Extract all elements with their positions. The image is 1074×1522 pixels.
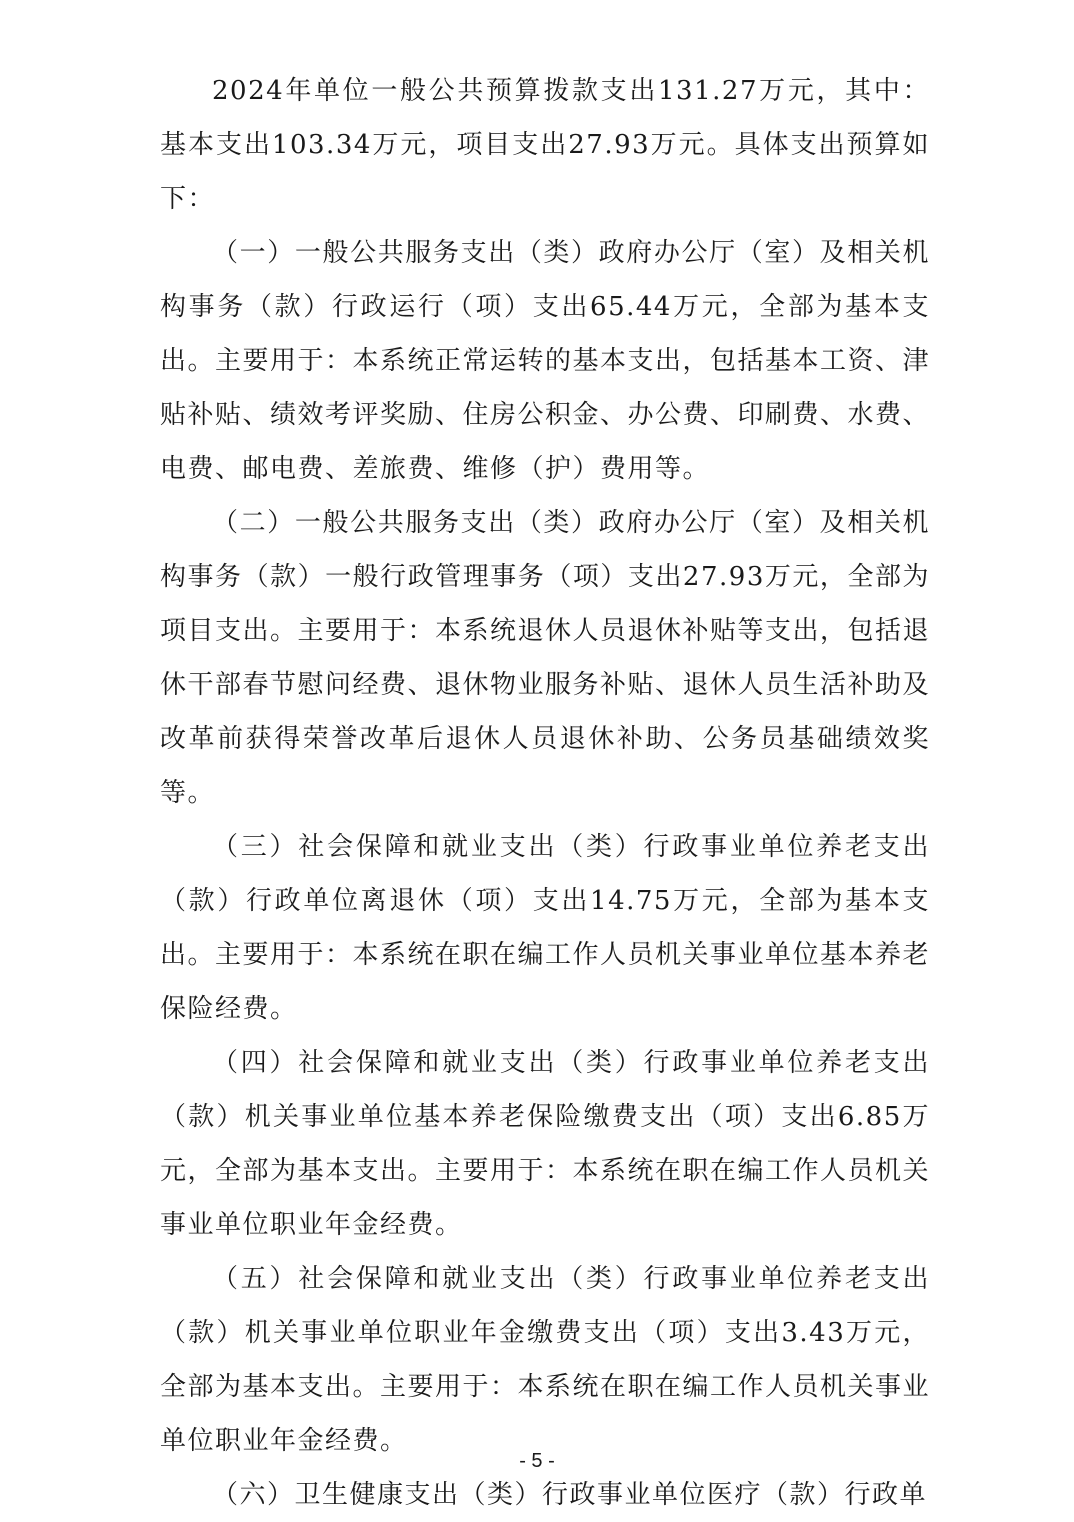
document-body: [160, 64, 930, 1522]
paragraph-item-6: （六）卫生健康支出（类）行政事业单位医疗（款）行政单: [212, 1480, 928, 1510]
paragraph-summary: 2024年单位一般公共预算拨款支出131.27万元，其中：基本支出103.34万元，项目支出27.93万元。具体支出预算如下：: [160, 76, 930, 214]
paragraph-item-4: （四）社会保障和就业支出（类）行政事业单位养老支出（款）机关事业单位基本养老保险缴费支出（项）支出6.85万元，全部为基本支出。主要用于：本系统在职在编工作人员机关事业单位职业年金经费。: [160, 1048, 931, 1240]
paragraph-item-5: （五）社会保障和就业支出（类）行政事业单位养老支出（款）机关事业单位职业年金缴费支出（项）支出3.43万元，全部为基本支出。主要用于：本系统在职在编工作人员机关事业单位职业年金经费。: [160, 1264, 931, 1456]
paragraph-item-3: （三）社会保障和就业支出（类）行政事业单位养老支出（款）行政单位离退休（项）支出14.75万元，全部为基本支出。主要用于：本系统在职在编工作人员机关事业单位基本养老保险经费。: [160, 832, 931, 1024]
paragraph-item-2: （二）一般公共服务支出（类）政府办公厅（室）及相关机构事务（款）一般行政管理事务（项）支出27.93万元，全部为项目支出。主要用于：本系统退休人员退休补贴等支出，包括退休干部春节慰问经费、退休物业服务补贴、退休人员生活补助及改革前获得荣誉改革后退休人员退休补助、公务员基础绩效奖等。: [160, 508, 931, 808]
page-number: - 5 -: [519, 1450, 555, 1472]
paragraph-item-1: （一）一般公共服务支出（类）政府办公厅（室）及相关机构事务（款）行政运行（项）支出65.44万元，全部为基本支出。主要用于：本系统正常运转的基本支出，包括基本工资、津贴补贴、绩效考评奖励、住房公积金、办公费、印刷费、水费、电费、邮电费、差旅费、维修（护）费用等。: [160, 238, 931, 484]
